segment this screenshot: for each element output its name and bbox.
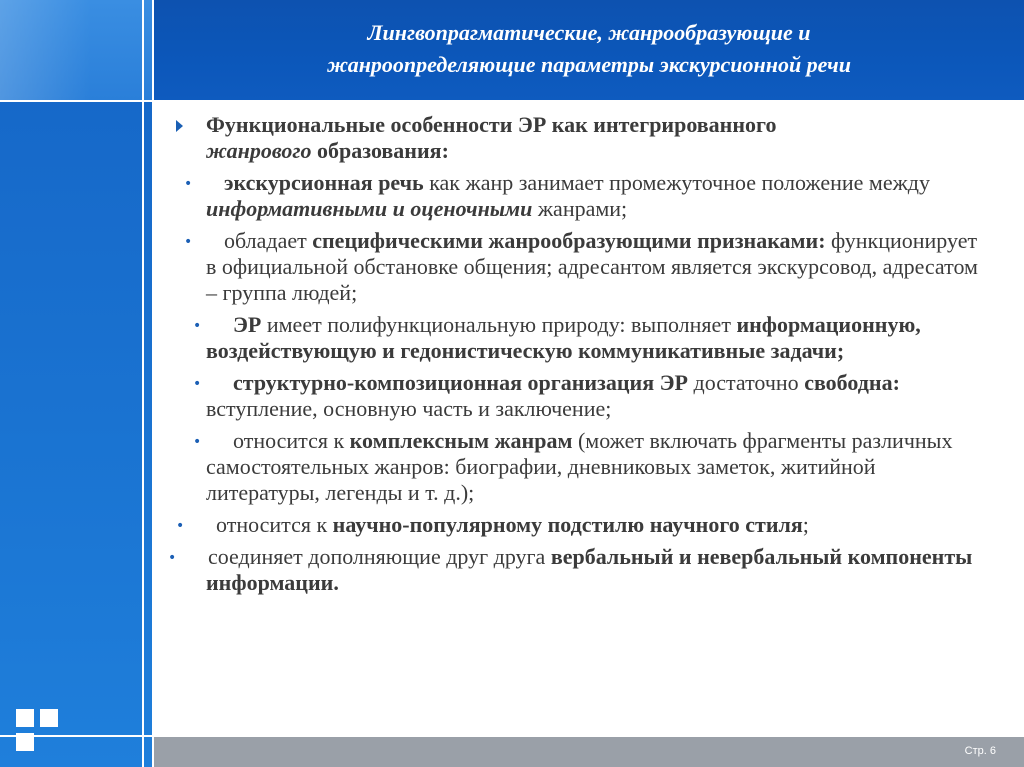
b1-text: как жанр занимает промежуточное положение между [423, 170, 930, 195]
b7-bold: вербальный и невербальный компоненты информации. [206, 544, 973, 595]
vertical-divider-right [152, 0, 154, 767]
footer-bar [154, 737, 1024, 767]
b4-text-end: вступление, основную часть и заключение; [206, 396, 612, 421]
b3-bold-start: ЭР [233, 312, 262, 337]
b5-bold: комплексным жанрам [349, 428, 573, 453]
b2-bold: специфическими жанрообразующими признаками: [312, 228, 826, 253]
logo-squares-icon [16, 709, 64, 757]
b6-text-end: ; [802, 512, 809, 537]
list-item [162, 544, 992, 596]
page-number: Стр. 6 [964, 745, 996, 757]
left-sidebar-decoration [0, 0, 152, 767]
b3-text: имеет полифункциональную природу: выполняет [261, 312, 737, 337]
list-item [162, 512, 992, 538]
bullet-icon: • [168, 550, 177, 566]
slide-content [162, 112, 992, 596]
b4-bold: свободна: [804, 370, 900, 395]
heading-text-2: жанрового [206, 138, 312, 163]
bullet-icon: • [184, 234, 193, 250]
list-item [162, 370, 992, 422]
bullet-icon: • [184, 176, 193, 192]
b4-text: достаточно [688, 370, 805, 395]
b5-text-end: (может включать фрагменты различных самостоятельных жанров: биографии, дневниковых заметок, житийной литературы, легенды и т. д.); [206, 428, 953, 505]
bullet-icon: • [193, 318, 202, 334]
list-item [162, 312, 992, 364]
sidebar-top-panel [0, 0, 152, 100]
b4-bold-start: структурно-композиционная организация ЭР [233, 370, 688, 395]
bullet-list [162, 170, 992, 596]
slide-title-line-1: Лингвопрагматические, жанрообразующие и [367, 20, 811, 45]
b7-text: соединяет дополняющие друг друга [208, 544, 551, 569]
b1-bold-italic: информативными и оценочными [206, 196, 533, 221]
vertical-divider-left [142, 0, 144, 767]
b2-text-end: функционирует в официальной обстановке общения; адресантом является экскурсовод, адресатом – группа людей; [206, 228, 978, 305]
bullet-icon: • [176, 518, 185, 534]
slide-title-line-2: жанроопределяющие параметры экскурсионной речи [327, 52, 851, 77]
list-item [162, 170, 992, 222]
slide-title [154, 17, 1024, 81]
list-item [162, 428, 992, 506]
list-item [162, 228, 992, 306]
b2-text: обладает [224, 228, 313, 253]
b5-text: относится к [233, 428, 350, 453]
heading-text-1: Функциональные особенности ЭР как интегрированного [206, 112, 777, 137]
b6-text: относится к [216, 512, 333, 537]
b3-bold-end: информационную, воздействующую и гедонистическую коммуникативные задачи; [206, 312, 921, 363]
b1-text-end: жанрами; [532, 196, 628, 221]
b1-bold-start: экскурсионная речь [224, 170, 424, 195]
header-divider [0, 100, 1024, 102]
heading-text-3: образования: [311, 138, 449, 163]
triangle-arrow-icon [176, 120, 183, 132]
b6-bold: научно-популярному подстилю научного стиля [332, 512, 803, 537]
bullet-icon: • [193, 434, 202, 450]
title-bar [154, 0, 1024, 100]
section-heading [162, 112, 992, 164]
bullet-icon: • [193, 376, 202, 392]
